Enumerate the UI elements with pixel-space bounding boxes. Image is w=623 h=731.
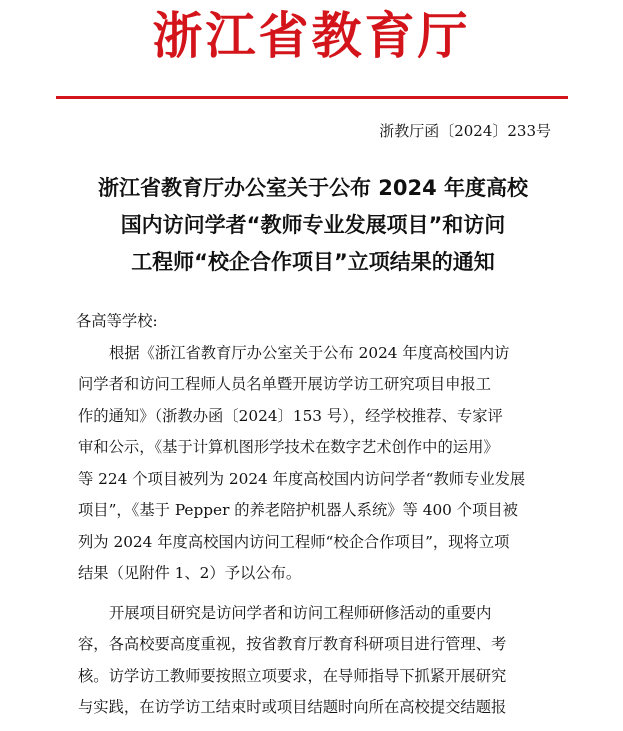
paragraph-line: 结果（见附件 1、2）予以公布。	[78, 564, 302, 582]
paragraph-line: 列为 2024 年度高校国内访问工程师“校企合作项目”，现将立项	[78, 532, 510, 551]
paragraph-line: 作的通知》（浙教办函〔2024〕153 号），经学校推荐、专家评	[78, 406, 503, 425]
salutation: 各高等学校:	[76, 312, 158, 330]
document-title	[58, 170, 568, 281]
masthead: 浙江省教育厅	[152, 6, 471, 65]
paragraph-line: 核。访学访工教师要按照立项要求，在导师指导下抓紧开展研究	[78, 666, 507, 685]
paragraph-line: 审和公示，《基于计算机图形学技术在数字艺术创作中的运用》	[78, 438, 499, 456]
paragraph-2	[78, 598, 558, 724]
paragraph-line: 项目”，《基于 Pepper 的养老陪护机器人系统》等 400 个项目被	[78, 501, 518, 519]
red-divider	[56, 96, 568, 99]
title-line: 工程师“校企合作项目”立项结果的通知	[131, 250, 495, 274]
paragraph-line: 开展项目研究是访问学者和访问工程师研修活动的重要内	[109, 603, 492, 622]
document-number: 浙教厅函〔2024〕233号	[379, 122, 551, 140]
title-line: 浙江省教育厅办公室关于公布 2024 年度高校	[97, 176, 529, 200]
document-body	[78, 306, 558, 724]
paragraph-1	[78, 338, 558, 590]
paragraph-line: 问学者和访问工程师人员名单暨开展访学访工研究项目申报工	[78, 375, 492, 393]
paragraph-line: 等 224 个项目被列为 2024 年度高校国内访问学者“教师专业发展	[78, 469, 526, 488]
paragraph-line: 容，各高校要高度重视，按省教育厅教育科研项目进行管理、考	[78, 635, 507, 653]
title-line: 国内访问学者“教师专业发展项目”和访问	[120, 213, 506, 237]
paragraph-line: 与实践，在访学访工结束时或项目结题时向所在高校提交结题报	[78, 698, 507, 716]
paragraph-line: 根据《浙江省教育厅办公室关于公布 2024 年度高校国内访	[109, 343, 510, 362]
